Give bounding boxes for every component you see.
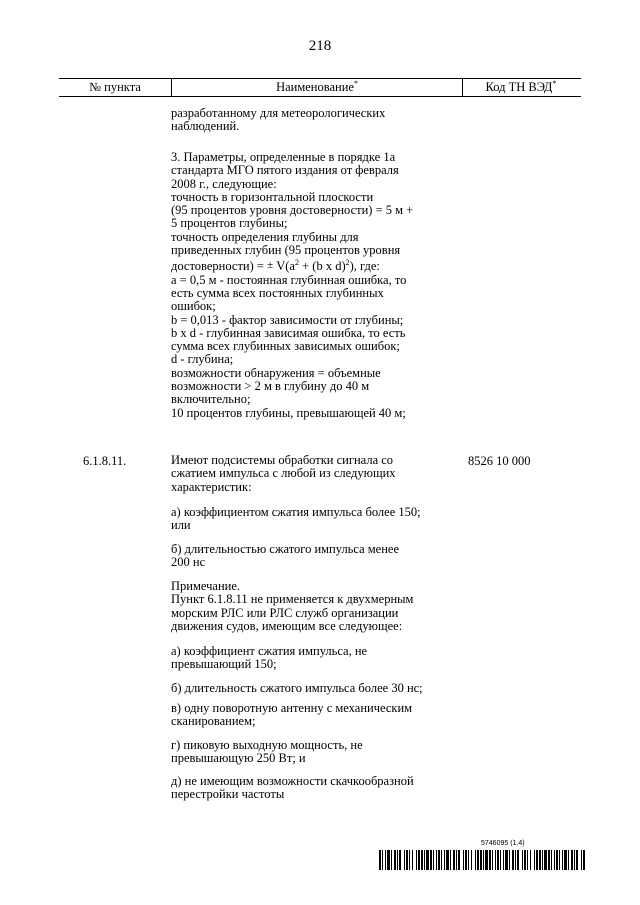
text-line: ошибок; (171, 299, 216, 314)
text-line: д) не имеющим возможности скачкообразной (171, 774, 414, 788)
text-line: сжатием импульса с любой из следующих (171, 466, 396, 481)
barcode-bar (391, 850, 392, 870)
barcode-bar (559, 850, 560, 870)
barcode-bar (548, 850, 550, 870)
barcode-bar (399, 850, 401, 870)
barcode-bar (512, 850, 514, 870)
barcode-bar (517, 850, 519, 870)
item-option-b (171, 543, 423, 570)
text-line: г) пиковую выходную мощность, не (171, 738, 363, 752)
barcode-bar (456, 850, 457, 870)
barcode-bar (416, 850, 417, 870)
barcode-bar (483, 850, 484, 870)
barcode-bar (404, 850, 405, 870)
barcode-bar (433, 850, 434, 870)
barcode-bar (406, 850, 408, 870)
barcode-bar (465, 850, 467, 870)
text-line: a = 0,5 м - постоянная глубинная ошибка, то (171, 272, 407, 287)
depth-accuracy-formula: достоверности) = ± $V(a^2 + (b$ x d)$^2$), где: (171, 258, 380, 274)
note-item-b (171, 682, 423, 695)
text-line: 2008 г., следующие: (171, 176, 277, 191)
text-line: разработанному для метеорологических (171, 106, 386, 120)
table-header (59, 78, 581, 97)
text-line: Пункт 6.1.8.11 не применяется к двухмерным (171, 592, 414, 607)
text-line: 3. Параметры, определенные в порядке 1а (171, 150, 396, 164)
barcode-bar (505, 850, 508, 870)
barcode-bar (581, 850, 582, 870)
text-line: точность в горизонтальной плоскости (171, 189, 374, 204)
text-line: 200 нс (171, 555, 206, 570)
text-line: превышающую 250 Вт; и (171, 751, 306, 766)
text-line: включительно; (171, 392, 251, 407)
barcode-bar (551, 850, 552, 870)
barcode-bar (556, 850, 558, 870)
barcode-bar (544, 850, 547, 870)
barcode-bar (576, 850, 578, 870)
text-line: а) коэффициентом сжатия импульса более 150; (171, 505, 421, 519)
barcode-bar (495, 850, 496, 870)
barcode-bar (379, 850, 381, 870)
barcode-bar (562, 850, 563, 870)
barcode-bar (542, 850, 543, 870)
item-number: 6.1.8.11. (83, 454, 127, 468)
barcode-label: 5746095 (1.4) (481, 840, 525, 847)
barcode-bar (489, 850, 491, 870)
text-line: приведенных глубин (95 процентов уровня (171, 243, 401, 258)
barcode-bar (418, 850, 420, 870)
note-item-e (171, 775, 423, 802)
barcode-bar (397, 850, 398, 870)
text-line: б) длительность сжатого импульса более 30 нс; (171, 681, 423, 695)
item-option-a (171, 506, 423, 533)
text-line: Примечание. (171, 579, 241, 593)
header-col-number: № пункта (89, 80, 141, 94)
barcode-bar (387, 850, 390, 870)
text-line: сумма всех глубинных зависимых ошибок; (171, 339, 400, 354)
barcode-bar (446, 850, 449, 870)
barcode-bar (382, 850, 383, 870)
text-line: d - глубина; (171, 352, 234, 367)
note-item-c (171, 702, 423, 729)
text-line: превышающий 150; (171, 657, 277, 672)
barcode-bar (450, 850, 451, 870)
barcode-bar (468, 850, 469, 870)
barcode-bar (430, 850, 432, 870)
barcode-bar (534, 850, 535, 870)
item-code: 8526 10 000 (468, 454, 531, 468)
text-line: сканированием; (171, 714, 256, 729)
barcode-bar (412, 850, 413, 870)
barcode-bar (527, 850, 528, 870)
barcode-bar (554, 850, 555, 870)
barcode-bar (421, 850, 423, 870)
barcode-bar (522, 850, 523, 870)
continuation-text (171, 107, 423, 134)
text-line: стандарта МГО пятого издания от февраля (171, 163, 399, 178)
text-line: б) длительностью сжатого импульса менее (171, 542, 400, 556)
barcode-bar (574, 850, 575, 870)
text-line: в) одну поворотную антенну с механическим (171, 701, 413, 715)
barcode-bar (515, 850, 516, 870)
page-number: 218 (308, 38, 332, 54)
text-line: 10 процентов глубины, превышающей 40 м; (171, 405, 406, 420)
text-line: движения судов, имеющим все следующее: (171, 618, 403, 633)
barcode-bar (564, 850, 567, 870)
text-line: (95 процентов уровня достоверности) = 5 м + (171, 203, 414, 218)
barcode-bar (497, 850, 499, 870)
barcode-bar (492, 850, 493, 870)
barcode-bar (424, 850, 425, 870)
text-line: наблюдений. (171, 119, 240, 134)
text-line: есть сумма всех постоянных глубинных (171, 285, 384, 300)
barcode-bar (409, 850, 410, 870)
barcode-bar (385, 850, 386, 870)
text-line: b = 0,013 - фактор зависимости от глубины; (171, 312, 404, 327)
barcode (379, 850, 585, 870)
barcode-bar (471, 850, 472, 870)
text-line: возможности обнаружения = объемные (171, 365, 381, 380)
barcode-bar (438, 850, 440, 870)
barcode-bar (568, 850, 569, 870)
barcode-bar (444, 850, 445, 870)
barcode-bar (503, 850, 504, 870)
barcode-bar (463, 850, 464, 870)
text-line: морским РЛС или РЛС служб организации (171, 605, 399, 620)
barcode-bar (509, 850, 510, 870)
text-line: возможности > 2 м в глубину до 40 м (171, 379, 370, 394)
barcode-bar (530, 850, 531, 870)
barcode-bar (458, 850, 460, 870)
barcode-bar (426, 850, 429, 870)
barcode-bar (500, 850, 501, 870)
barcode-bar (477, 850, 479, 870)
barcode-bar (536, 850, 538, 870)
header-col-name: Наименование* (171, 79, 463, 96)
note-item-a (171, 645, 423, 672)
barcode-bar (485, 850, 488, 870)
barcode-bar (480, 850, 482, 870)
text-line: 5 процентов глубины; (171, 216, 288, 231)
barcode-bar (539, 850, 541, 870)
barcode-bar (441, 850, 442, 870)
text-line: характеристик: (171, 479, 252, 494)
barcode-bar (524, 850, 526, 870)
barcode-bar (436, 850, 437, 870)
header-col-code: Код ТН ВЭД* (485, 78, 557, 94)
item-intro (171, 454, 423, 494)
barcode-bar (571, 850, 573, 870)
text-line: точность определения глубины для (171, 229, 359, 244)
note-item-d (171, 739, 423, 766)
parameters-block (171, 151, 423, 420)
barcode-bar (475, 850, 476, 870)
text-line: или (171, 518, 191, 533)
text-line: b x d - глубинная зависимая ошибка, то есть (171, 325, 406, 340)
text-line: а) коэффициент сжатия импульса, не (171, 644, 368, 658)
item-note (171, 580, 423, 633)
text-line: Имеют подсистемы обработки сигнала со (171, 453, 394, 467)
barcode-bar (453, 850, 455, 870)
barcode-bar (583, 850, 585, 870)
barcode-bar (394, 850, 396, 870)
text-line: перестройки частоты (171, 787, 285, 802)
